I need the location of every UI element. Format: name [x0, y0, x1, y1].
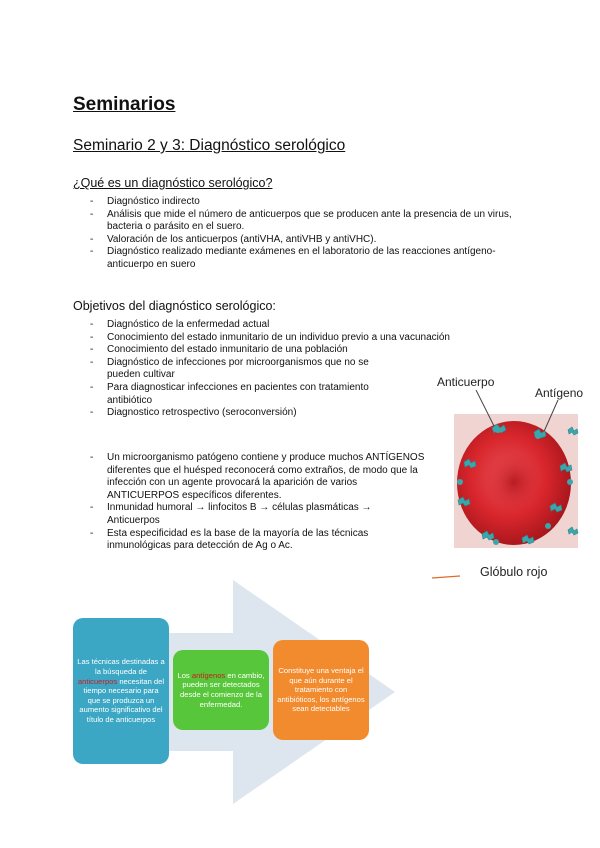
- box-antibiotic-advantage: [273, 640, 369, 740]
- list-item: - Diagnostico retrospectivo (seroconversión): [73, 407, 513, 420]
- list-item: - Inmunidad humoral → linfocitos B → células plasmáticas → Anticuerpos: [73, 502, 425, 527]
- list-item: - Diagnóstico realizado mediante exámenes en el laboratorio de las reacciones antígeno-anticuerpo en suero: [73, 246, 523, 271]
- figure-caption: Glóbulo rojo: [480, 565, 548, 579]
- box2-text-post: en cambio, pueden ser detectados desde el comienzo de la enfermedad.: [180, 670, 265, 709]
- list-item: - Diagnóstico indirecto: [73, 196, 523, 209]
- blood-cell-figure: [430, 370, 600, 585]
- box1-text-highlight: anticuerpos: [77, 676, 118, 686]
- list-item: - Valoración de los anticuerpos (antiVHA, antiVHB y antiVHC).: [73, 234, 523, 247]
- process-diagram: [73, 578, 395, 806]
- box2-text-pre: Los: [177, 670, 190, 680]
- red-blood-cell-illustration: [430, 370, 600, 585]
- list-item: - Diagnóstico de la enfermedad actual: [73, 319, 513, 332]
- list-item: - Un microorganismo patógeno contiene y produce muchos ANTÍGENOS diferentes que el huésped reconocerá como extraños, de modo que la infección con un agente provocará la aparición de varios ANTICUERPOS específicos diferentes.: [73, 452, 425, 502]
- box-antigen-detection: [173, 650, 269, 730]
- section2-heading: Objetivos del diagnóstico serológico:: [73, 299, 276, 313]
- box-antibody-techniques: [73, 618, 169, 764]
- page-subtitle: Seminario 2 y 3: Diagnóstico serológico: [73, 137, 346, 154]
- antigen-label: Antígeno: [535, 386, 584, 400]
- section1-heading: ¿Qué es un diagnóstico serológico?: [73, 176, 273, 190]
- antibody-label: Anticuerpo: [437, 375, 495, 389]
- box1-text-pre: Las técnicas destinadas a la búsqueda de: [77, 657, 165, 677]
- list-item: - Diagnóstico de infecciones por microorganismos que no se pueden cultivar: [73, 357, 377, 382]
- list-item: - Para diagnosticar infecciones en pacientes con tratamiento antibiótico: [73, 382, 377, 407]
- list-item: - Conocimiento del estado inmunitario de un individuo previo a una vacunación: [73, 332, 513, 345]
- box2-text-highlight: antígenos: [191, 670, 226, 680]
- box3-text: Constituye una ventaja el que aún durante el tratamiento con antibióticos, los antígenos sean detectables: [277, 666, 365, 714]
- page-title: Seminarios: [73, 94, 176, 115]
- list-item: - Conocimiento del estado inmunitario de una población: [73, 344, 513, 357]
- box1-text-post: necesitan del tiempo necesario para que se produzca un aumento significativo del título de anticuerpos: [79, 676, 165, 724]
- list-item: - Esta especificidad es la base de la mayoría de las técnicas inmunológicas para detección de Ag o Ac.: [73, 528, 425, 553]
- section2-list-2: [73, 452, 425, 553]
- list-item: - Análisis que mide el número de anticuerpos que se producen ante la presencia de un virus, bacteria o parásito en el suero.: [73, 209, 523, 234]
- section1-list: [73, 196, 523, 272]
